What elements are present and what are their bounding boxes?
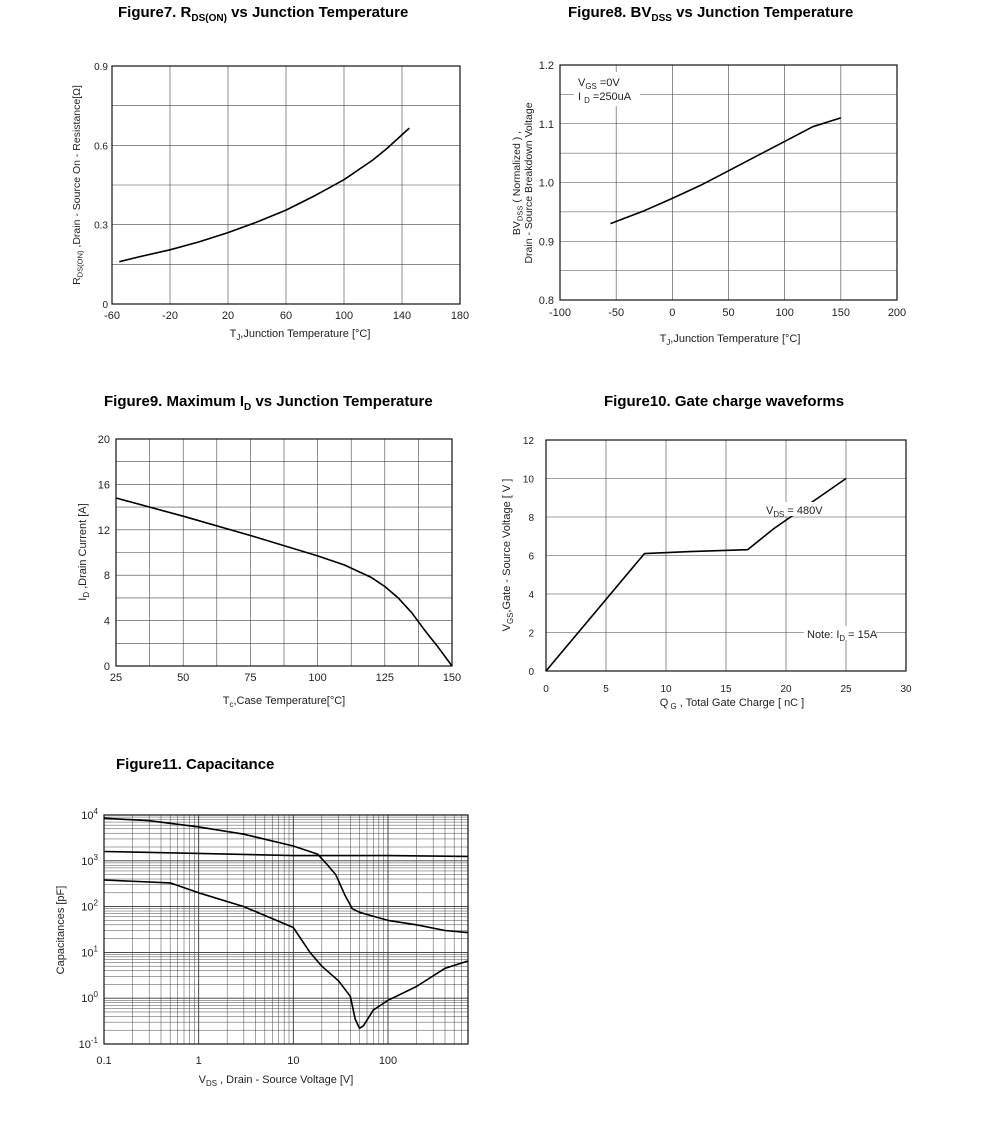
fig9-y-axis-label-part: ,Drain Current [A]: [77, 503, 89, 592]
fig9-y-tick-label: 0: [103, 661, 110, 673]
fig11-x-axis-label-part: DS: [206, 1078, 217, 1088]
fig7-title-suffix: vs Junction Temperature: [226, 4, 409, 21]
fig7-y-tick-label: 0.9: [94, 62, 108, 73]
fig10-y-tick-label: 12: [522, 436, 534, 447]
fig11-y-tick-exponent: -1: [90, 1036, 98, 1045]
fig10-y-tick-label: 2: [528, 628, 534, 640]
fig11-series-line-2: [104, 880, 468, 1028]
fig7-y-tick-label: 0: [102, 300, 108, 311]
fig10-x-tick-label: 10: [660, 684, 672, 695]
fig10-x-tick-label: 25: [840, 684, 852, 695]
fig11-y-tick-label: [81, 899, 98, 914]
fig9-x-axis-label: [223, 695, 346, 709]
fig8-annotation-vgs-part: GS: [585, 81, 597, 91]
fig11-x-tick-label: 0.1: [96, 1055, 112, 1067]
fig11-x-axis-label: [199, 1074, 354, 1088]
fig11-plot-frame: [104, 815, 468, 1044]
fig8-y-tick-label: 1.1: [538, 118, 554, 131]
fig10-x-tick-label: 15: [720, 684, 732, 695]
fig10-y-axis-label-part: V: [501, 624, 513, 632]
fig11-y-axis-label: Capacitances [pF]: [55, 885, 67, 975]
fig8-x-axis-label-part: J: [666, 337, 671, 347]
fig7-y-tick-label: 0.6: [94, 141, 108, 153]
fig9-y-tick-label: 16: [97, 479, 110, 492]
fig9-x-axis-label-part: T: [222, 695, 230, 707]
fig9-x-axis-label-part: ,Case Temperature[°C]: [233, 695, 346, 707]
fig11-y-tick-base: 10: [81, 993, 94, 1006]
fig10-y-tick-label: 6: [528, 551, 534, 563]
fig9-x-axis-label-part: c: [229, 699, 234, 709]
fig9-y-tick-label: 8: [103, 570, 110, 583]
fig7-series-line-0: [119, 128, 409, 262]
fig8-y-axis-label-1-part: BV: [511, 221, 523, 236]
fig8-x-tick-label: 50: [722, 307, 735, 319]
fig10-x-tick-label: 20: [780, 684, 792, 695]
fig7-x-tick-label: 100: [334, 310, 354, 322]
fig8-annotation-vgs-part: =0V: [596, 77, 620, 89]
fig7-y-axis-label-part: R: [71, 277, 83, 285]
fig7-x-tick-label: -60: [104, 310, 120, 322]
fig7-x-axis-label: [230, 328, 371, 342]
fig9-y-tick-label: 12: [97, 524, 110, 537]
fig11-x-tick-label: 100: [378, 1055, 398, 1067]
fig10-title: Figure10. Gate charge waveforms: [604, 393, 845, 410]
fig11-y-tick-label: [81, 944, 98, 959]
fig10-y-axis-label-part: GS: [505, 612, 515, 625]
fig9-y-axis-label: [77, 503, 91, 600]
fig9-title-prefix: Figure9. Maximum I: [104, 393, 245, 410]
fig10-x-axis-label-part: , Total Gate Charge [ nC ]: [676, 697, 805, 709]
fig10-x-tick-label: 30: [900, 684, 912, 695]
fig11-title: Figure11. Capacitance: [116, 756, 275, 773]
fig10-x-tick-label: 0: [543, 684, 549, 695]
fig8-annotation-id-part: I: [578, 91, 585, 103]
fig9-x-tick-label: 75: [244, 672, 257, 684]
fig8-x-tick-label: -100: [548, 307, 572, 319]
fig10-vds-annotation-part: = 480V: [784, 505, 823, 517]
fig7-x-tick-label: 140: [392, 310, 412, 322]
fig10-x-axis-label-part: Q: [659, 697, 669, 709]
fig11-y-tick-base: 10: [78, 1039, 91, 1051]
fig7-x-axis-label-part: J: [236, 332, 241, 342]
fig8-annotation-vgs: [578, 77, 620, 91]
fig8-y-tick-label: 1.2: [538, 60, 554, 72]
fig7-x-tick-label: -20: [162, 310, 178, 322]
fig8-x-axis-label-part: T: [659, 333, 667, 345]
fig10-x-axis-label: [660, 697, 805, 711]
fig8-y-tick-label: 0.8: [538, 295, 554, 307]
fig8-title-prefix: Figure8. BV: [568, 4, 652, 21]
fig9-y-axis-label-part: D: [81, 591, 91, 598]
fig10-vds-annotation-part: V: [766, 505, 774, 517]
fig11-x-tick-label: 1: [195, 1055, 202, 1067]
fig9-x-tick-label: 100: [308, 672, 327, 684]
fig8-title-suffix: vs Junction Temperature: [671, 4, 854, 21]
fig7-title-sub: DS(ON): [191, 13, 227, 24]
fig11-x-axis-label-part: , Drain - Source Voltage [V]: [216, 1074, 354, 1086]
fig9-title-suffix: vs Junction Temperature: [251, 393, 433, 410]
fig11-y-tick-base: 10: [81, 810, 94, 822]
fig7-x-tick-label: 20: [221, 310, 235, 322]
fig7-title-prefix: Figure7. R: [118, 4, 192, 21]
fig10-y-axis-label-part: ,Gate - Source Voltage [ V ]: [501, 478, 513, 613]
fig9-x-tick-label: 50: [177, 672, 190, 684]
fig10-note-part: = 15A: [845, 629, 878, 641]
fig11-y-tick-label: [79, 1036, 99, 1051]
fig11-y-tick-label: [81, 990, 98, 1005]
fig8-annotation-vgs-part: V: [578, 77, 586, 89]
fig11-series-line-0: [104, 818, 468, 932]
fig11-y-tick-exponent: 4: [93, 807, 98, 816]
fig8-x-tick-label: 150: [831, 307, 851, 319]
fig7-y-axis-label-part: DS(ON): [75, 250, 85, 278]
fig11-y-tick-label: [81, 807, 98, 822]
fig7-x-axis-label-part: T: [229, 328, 237, 340]
fig10-y-tick-label: 0: [528, 667, 534, 678]
fig8-x-tick-label: 200: [887, 307, 907, 319]
fig9-x-tick-label: 25: [109, 672, 123, 684]
fig10-y-tick-label: 10: [522, 474, 534, 486]
fig8-series-line-0: [611, 118, 841, 224]
fig11-y-tick-base: 10: [81, 901, 94, 914]
fig8-annotation-id-part: D: [584, 95, 590, 105]
fig11-series-line-1: [104, 852, 468, 857]
fig7-x-tick-label: 180: [450, 310, 470, 322]
fig8-y-axis-label-1-part: ( Normalized ) ,: [511, 130, 523, 206]
fig10-y-tick-label: 8: [528, 513, 534, 524]
fig8-x-tick-label: 0: [669, 307, 676, 319]
fig11-y-tick-exponent: 0: [93, 990, 98, 1000]
fig11-y-tick-base: 10: [81, 855, 94, 868]
fig10-x-tick-label: 5: [603, 684, 609, 695]
fig8-x-axis-label-part: ,Junction Temperature [°C]: [670, 333, 801, 345]
fig9-y-tick-label: 4: [103, 615, 110, 628]
fig10-note-part: D: [839, 633, 846, 643]
fig10-y-axis-label: [501, 479, 515, 632]
fig10-y-tick-label: 4: [528, 590, 534, 601]
fig11-x-tick-label: 10: [287, 1055, 300, 1067]
fig8-title-sub: DSS: [651, 13, 672, 24]
fig11-y-tick-exponent: 3: [93, 852, 98, 862]
fig7-x-axis-label-part: ,Junction Temperature [°C]: [240, 328, 371, 340]
fig10-vds-annotation-part: DS: [773, 509, 785, 519]
fig9-x-tick-label: 150: [442, 672, 462, 684]
fig7-y-axis-label-part: ,Drain - Source On - Resistance[Ω]: [71, 85, 83, 251]
fig11-y-tick-exponent: 2: [93, 898, 98, 908]
fig8-y-tick-label: 0.9: [538, 236, 554, 249]
fig8-x-tick-label: 100: [775, 307, 794, 319]
fig7-y-tick-label: 0.3: [94, 220, 108, 232]
fig9-y-tick-label: 20: [97, 434, 110, 446]
fig10-note-part: Note: I: [807, 629, 840, 641]
fig8-y-axis-label-1-part: DSS: [515, 205, 525, 222]
fig8-y-axis-label-2: Drain - Source Breakdown Voltage: [523, 102, 535, 264]
fig7-y-axis-label: [71, 85, 85, 285]
fig8-x-axis-label: [660, 333, 801, 347]
fig8-x-tick-label: -50: [608, 307, 625, 319]
fig11-y-tick-label: [81, 853, 98, 868]
fig9-y-axis-label-part: I: [77, 597, 89, 601]
fig9-title-sub: D: [244, 402, 252, 413]
fig10-x-axis-label-part: G: [668, 701, 677, 711]
fig11-y-tick-base: 10: [81, 947, 94, 960]
fig11-y-tick-exponent: 1: [93, 944, 98, 954]
fig11-x-axis-label-part: V: [198, 1074, 206, 1086]
fig8-annotation-id-part: =250uA: [589, 91, 632, 103]
fig9-x-tick-label: 125: [375, 672, 394, 684]
fig7-x-tick-label: 60: [279, 310, 293, 322]
fig8-y-tick-label: 1.0: [538, 177, 554, 190]
